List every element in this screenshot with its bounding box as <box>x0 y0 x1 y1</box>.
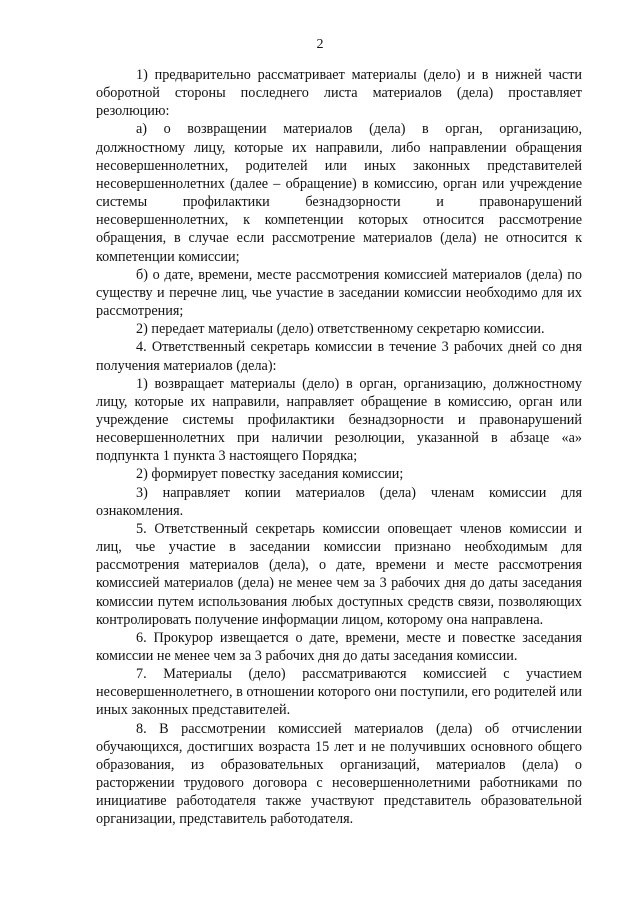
paragraph-1a-return-materials: а) о возвращении материалов (дела) в орган, организацию, должностному лицу, которые их направили, либо направлении обращения несовершеннолетних, родителей или иных законных представителей несовершеннолетних (далее – обращение) в комиссию, орган или учреждение системы профилактики безнадзорности и правонарушений несовершеннолетних, к компетенции которых относится рассмотрение обращения, в случае если рассмотрение материалов (дела) не относится к компетенции комиссии; <box>96 121 582 265</box>
paragraph-4-1-return-materials: 1) возвращает материалы (дело) в орган, организацию, должностному лицу, которые их направили, направляет обращение в комиссию, орган или учреждение системы профилактики безнадзорности и правонарушений несовершеннолетних при наличии резолюции, указанной в абзаце «а» подпункта 1 пункта 3 настоящего Порядка; <box>96 375 582 465</box>
paragraph-4-3-copies: 3) направляет копии материалов (дела) членам комиссии для ознакомления. <box>96 484 582 519</box>
paragraph-2-transfer-to-secretary: 2) передает материалы (дело) ответственному секретарю комиссии. <box>136 321 545 338</box>
paragraph-1b-date-time-place: б) о дате, времени, месте рассмотрения комиссией материалов (дела) по существу и перечне лиц, чье участие в заседании комиссии необходимо для их рассмотрения; <box>96 266 582 320</box>
document-body <box>96 66 582 829</box>
paragraph-6-prosecutor: 6. Прокурор извещается о дате, времени, месте и повестке заседания комиссии не менее чем за 3 рабочих дня до даты заседания комиссии. <box>96 629 582 664</box>
paragraph-4-2-agenda: 2) формирует повестку заседания комиссии; <box>136 466 404 483</box>
paragraph-7-minor-participation: 7. Материалы (дело) рассматриваются комиссией с участием несовершеннолетнего, в отношении которого они поступили, его родителей или иных законных представителей. <box>96 666 582 719</box>
paragraph-1-preliminary-review: 1) предварительно рассматривает материалы (дело) и в нижней части оборотной стороны последнего листа материалов (дела) проставляет резолюцию: <box>96 67 582 120</box>
paragraph-5-notification: 5. Ответственный секретарь комиссии оповещает членов комиссии и лиц, чье участие в заседании комиссии признано необходимым для рассмотрения материалов (дела), о дате, времени и месте рассмотрения комиссией материалов (дела) не менее чем за 3 рабочих дня до даты заседания комиссии путем использования любых доступных средств связи, позволяющих контролировать получение информации лицом, которому она направлена. <box>96 520 582 628</box>
paragraph-8-expulsion-review: 8. В рассмотрении комиссией материалов (дела) об отчислении обучающихся, достигших возраста 15 лет и не получивших основного общего образования, из образовательных организаций, материалов (дела) о расторжении трудового договора с несовершеннолетними работниками по инициативе работодателя также участвуют представитель образовательной организации, представитель работодателя. <box>96 720 582 828</box>
page-number: 2 <box>316 37 324 52</box>
paragraph-4-secretary-duties: 4. Ответственный секретарь комиссии в течение 3 рабочих дней со дня получения материалов (дела): <box>96 339 582 374</box>
